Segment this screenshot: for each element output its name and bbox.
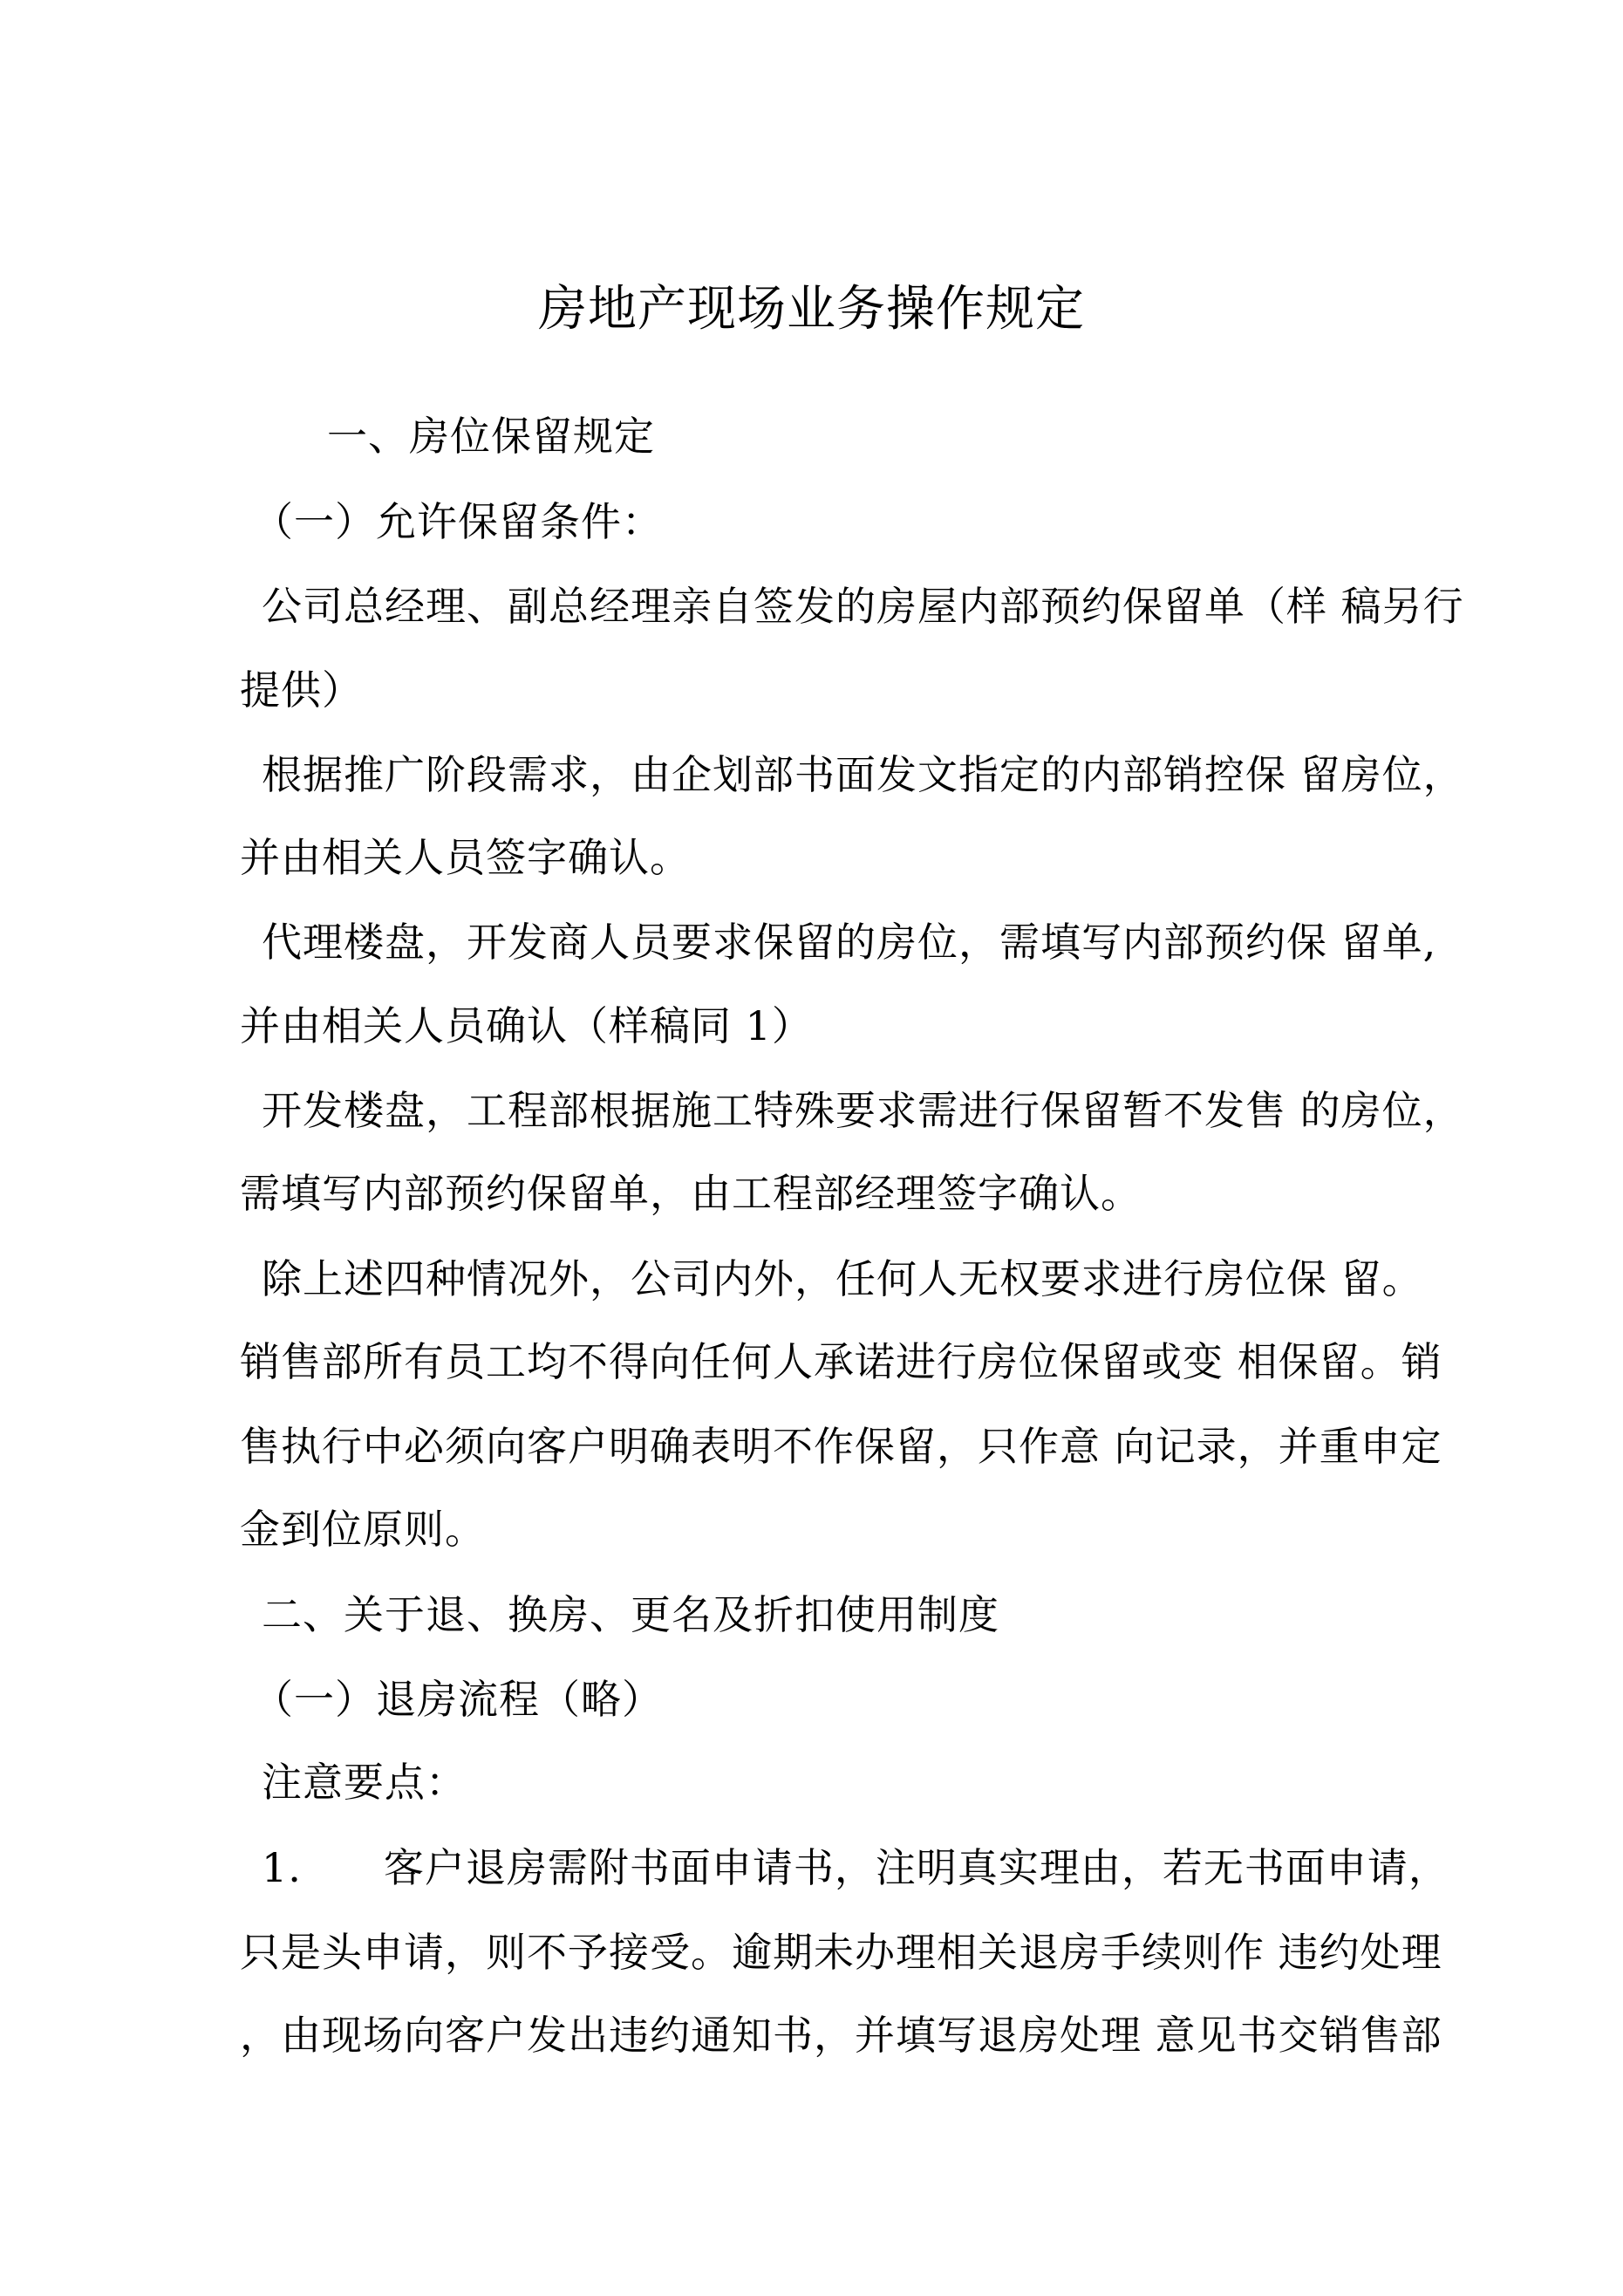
- paragraph-line: 除上述四种情况外，公司内外，任何人无权要求进行房位保 留。: [262, 1255, 1423, 1302]
- paragraph-line: 并由相关人员确认（样稿同 1）: [240, 1002, 813, 1049]
- subsection-heading-1: （一）允许保留条件：: [253, 498, 663, 545]
- section-heading-1: 一、房位保留规定: [327, 413, 655, 460]
- document-title: 房地产现场业务操作规定: [538, 281, 1085, 338]
- paragraph-line: 售执行中必须向客户明确表明不作保留，只作意 向记录，并重申定: [240, 1423, 1442, 1470]
- paragraph-line: 需填写内部预约保留单，由工程部经理签字确认。: [240, 1170, 1142, 1217]
- paragraph-line: 销售部所有员工均不得向任何人承诺进行房位保留或变 相保留。销: [240, 1338, 1442, 1385]
- paragraph-line: 根据推广阶段需求，由企划部书面发文指定的内部销控保 留房位，: [262, 751, 1464, 798]
- paragraph-line: 1. 客户退房需附书面申请书，注明真实理由，若无书面申请，: [262, 1844, 1449, 1891]
- paragraph-line: 提供）: [240, 666, 363, 714]
- paragraph-line: 代理楼盘，开发商人员要求保留的房位，需填写内部预约保 留单,: [262, 919, 1437, 966]
- notes-heading: 注意要点：: [262, 1759, 467, 1806]
- paragraph-line: ，由现场向客户发出违约通知书，并填写退房处理 意见书交销售部: [240, 2012, 1442, 2059]
- paragraph-line: 并由相关人员签字确认。: [240, 834, 691, 881]
- paragraph-line: 只是头申请，则不予接受。逾期未办理相关退房手续则作 违约处理: [240, 1929, 1442, 1976]
- section-heading-2: 二、关于退、换房、更名及折扣使用制度: [262, 1591, 999, 1638]
- subsection-heading-2: （一）退房流程（略）: [253, 1676, 663, 1723]
- paragraph-line: 公司总经理、副总经理亲自签发的房屋内部预约保留单（样 稿另行: [262, 583, 1464, 630]
- paragraph-line: 金到位原则。: [240, 1506, 486, 1553]
- paragraph-line: 开发楼盘，工程部根据施工特殊要求需进行保留暂不发售 的房位，: [262, 1087, 1464, 1134]
